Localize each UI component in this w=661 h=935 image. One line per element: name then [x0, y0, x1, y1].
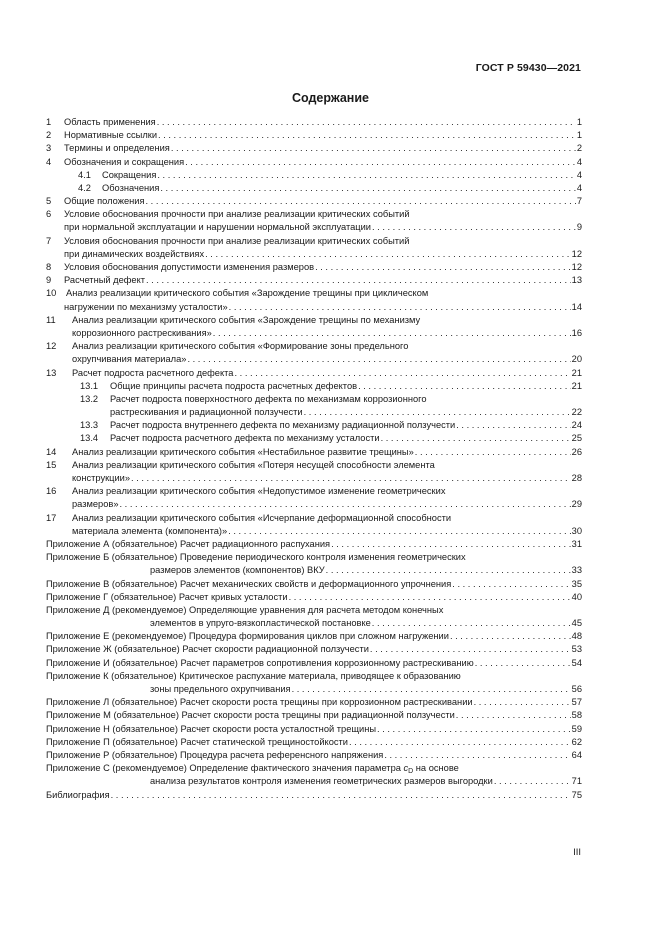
toc-entry-continuation[interactable] — [46, 301, 582, 314]
toc-entry[interactable] — [46, 433, 582, 446]
dot-leader — [185, 156, 576, 169]
toc-entry-number: 5 — [46, 196, 52, 207]
dot-leader — [157, 169, 575, 182]
dot-leader — [229, 301, 571, 314]
toc-entry-title: Обозначения — [102, 182, 160, 193]
toc-entry-page: 31 — [571, 538, 582, 549]
toc-entry-page: 26 — [571, 446, 582, 457]
toc-entry-number: 4 — [46, 156, 52, 167]
toc-entry-title: Анализ реализации критического события «Потеря несущей способности элемента — [72, 459, 435, 470]
toc-entry-title: Приложение С (рекомендуемое) Определение фактического значения параметра c — [46, 763, 409, 774]
toc-entry-title: Термины и определения — [64, 143, 170, 154]
toc-entry-title: Приложение Б (обязательное) Проведение периодического контроля изменения геометрических — [46, 552, 466, 563]
toc-entry[interactable] — [46, 156, 582, 169]
toc-entry[interactable] — [46, 736, 582, 749]
toc-entry-number: 13.4 — [80, 433, 99, 444]
toc-entry-continuation[interactable] — [46, 353, 582, 366]
toc-entry-title: Анализ реализации критического события «Исчерпание деформационной способности — [72, 512, 452, 523]
toc-entry-title: Расчет подроста расчетного дефекта — [72, 367, 234, 378]
toc-entry-number: 13.3 — [80, 420, 99, 431]
dot-leader — [331, 538, 571, 551]
toc-entry-page: 25 — [571, 433, 582, 444]
toc-entry-title: Расчет подроста расчетного дефекта по механизму усталости — [110, 433, 380, 444]
toc-entry-page: 57 — [571, 697, 582, 708]
toc-entry-title-cont: анализа результатов контроля изменения геометрических размеров выгородки — [150, 776, 493, 787]
toc-entry-page: 21 — [571, 367, 582, 378]
toc-entry-title: Область применения — [64, 116, 156, 127]
toc-entry[interactable] — [46, 129, 582, 142]
toc-entry-title: Сокращения — [102, 169, 157, 180]
dot-leader — [456, 420, 570, 433]
toc-entry-title: Приложение Р (обязательное) Процедура расчета референсного напряжения — [46, 749, 384, 760]
toc-entry[interactable] — [46, 749, 582, 762]
toc-entry[interactable] — [46, 182, 582, 195]
toc-entry-page: 12 — [571, 262, 582, 273]
toc-entry-title: Приложение Е (рекомендуемое) Процедура формирования циклов при сложном нагружении — [46, 631, 449, 642]
dot-leader — [111, 789, 571, 802]
toc-entry[interactable] — [46, 644, 582, 657]
toc-entry-title-cont: материала элемента (компонента)» — [72, 525, 228, 536]
toc-entry-title-cont: зоны предельного охрупчивания — [150, 684, 291, 695]
toc-entry-page: 64 — [571, 749, 582, 760]
dot-leader — [315, 261, 571, 274]
toc-entry-title-cont: коррозионного растрескивания» — [72, 327, 212, 338]
dot-leader — [120, 499, 571, 512]
toc-entry-title: Расчетный дефект — [64, 275, 146, 286]
toc-entry-page: 48 — [571, 631, 582, 642]
toc-entry-page: 12 — [571, 248, 582, 259]
toc-entry-page: 30 — [571, 525, 582, 536]
toc-entry-page: 2 — [576, 143, 582, 154]
toc-entry-page: 24 — [571, 420, 582, 431]
toc-entry[interactable] — [46, 578, 582, 591]
toc-entry-page: 4 — [576, 182, 582, 193]
page-number: III — [573, 847, 581, 858]
toc-entry-title: Анализ реализации критического события «Недопустимое изменение геометрических — [72, 486, 446, 497]
toc-entry-title: Библиография — [46, 789, 110, 800]
toc-entry[interactable] — [46, 709, 582, 722]
toc-entry-page: 58 — [571, 710, 582, 721]
toc-entry[interactable] — [46, 512, 582, 525]
toc-entry-title: Анализ реализации критического события «Формирование зоны предельного — [72, 341, 409, 352]
dot-leader — [370, 644, 571, 657]
toc-entry[interactable] — [46, 169, 582, 182]
toc-entry-title: Приложение Ж (обязательное) Расчет скорости радиационной ползучести — [46, 644, 369, 655]
toc-entry-title: Расчет подроста внутреннего дефекта по механизму радиационной ползучести — [110, 420, 456, 431]
toc-entry-title-cont: при динамических воздействиях — [64, 248, 205, 259]
toc-entry[interactable] — [46, 142, 582, 155]
toc-entry[interactable] — [46, 604, 582, 617]
toc-entry-title: Приложение А (обязательное) Расчет радиационного распухания — [46, 538, 331, 549]
toc-entry-page: 45 — [571, 618, 582, 629]
toc-entry-number: 13 — [46, 367, 57, 378]
toc-entry[interactable] — [46, 670, 582, 683]
toc-entry-page: 54 — [571, 657, 582, 668]
toc-entry[interactable] — [46, 340, 582, 353]
toc-entry-number: 7 — [46, 235, 52, 246]
toc-entry-continuation[interactable] — [46, 248, 582, 261]
dot-leader — [384, 749, 570, 762]
dot-leader — [234, 367, 570, 380]
toc-entry-title: Условия обоснования прочности при анализе реализации критических событий — [64, 235, 410, 246]
toc-entry-page: 7 — [576, 196, 582, 207]
toc-entry-title: Приложение Л (обязательное) Расчет скорости роста трещины при коррозионном растрескивании — [46, 697, 473, 708]
dot-leader — [377, 723, 571, 736]
toc-entry-number: 17 — [46, 512, 57, 523]
toc-entry[interactable] — [46, 630, 582, 643]
toc-entry-number: 4.1 — [78, 169, 91, 180]
toc-entry-continuation[interactable] — [46, 327, 582, 340]
dot-leader — [372, 617, 571, 630]
toc-entry-number: 9 — [46, 275, 52, 286]
dot-leader — [158, 129, 576, 142]
toc-entry-number: 14 — [46, 446, 57, 457]
dot-leader — [381, 433, 571, 446]
toc-entry-number: 6 — [46, 209, 52, 220]
toc-entry[interactable] — [46, 591, 582, 604]
dot-leader — [474, 696, 571, 709]
toc-entry[interactable] — [46, 235, 582, 248]
dot-leader — [415, 446, 571, 459]
toc-entry-title: Общие положения — [64, 196, 145, 207]
toc-entry-title: Приложение В (обязательное) Расчет механических свойств и деформационного упрочнения — [46, 578, 452, 589]
toc-entry[interactable] — [46, 485, 582, 498]
toc-entry-number: 3 — [46, 143, 52, 154]
toc-entry-number: 12 — [46, 341, 57, 352]
toc-entry-page: 22 — [571, 407, 582, 418]
dot-leader — [228, 525, 570, 538]
toc-entry-number: 11 — [46, 314, 56, 325]
toc-entry[interactable] — [46, 116, 582, 129]
toc-entry-title: Общие принципы расчета подроста расчетных дефектов — [110, 380, 358, 391]
toc-entry-title: Анализ реализации критического события «Нестабильное развитие трещины» — [72, 446, 414, 457]
toc-entry-title-cont: нагружении по механизму усталости» — [64, 301, 228, 312]
standard-designation: ГОСТ Р 59430—2021 — [475, 62, 581, 74]
dot-leader — [157, 116, 576, 129]
toc-entry-title-cont: размеров» — [72, 499, 119, 510]
toc-entry-title: Приложение М (обязательное) Расчет скорости роста трещины при радиационной ползучести — [46, 710, 455, 721]
toc-entry-page: 1 — [576, 130, 582, 141]
dot-leader — [494, 776, 571, 789]
toc-entry-title-tail: на основе — [413, 763, 459, 774]
toc-entry-page: 13 — [571, 275, 582, 286]
toc-entry-page: 35 — [571, 578, 582, 589]
dot-leader — [349, 736, 571, 749]
toc-entry[interactable] — [46, 538, 582, 551]
toc-entry-title-cont: элементов в упруго-вязкопластической постановке — [150, 618, 371, 629]
toc-entry-title: Расчет подроста поверхностного дефекта по механизмам коррозионного — [110, 393, 427, 404]
toc-entry-continuation[interactable] — [46, 472, 582, 485]
toc-entry-title: Анализ реализации критического события «Зарождение трещины по механизму — [72, 314, 421, 325]
toc-entry-title-cont: размеров элементов (компонентов) ВКУ — [150, 565, 325, 576]
toc-entry-title: Приложение К (обязательное) Критическое распухание материала, приводящее к образованию — [46, 670, 461, 681]
toc-entry-page: 14 — [571, 301, 582, 312]
toc-entry-page: 16 — [571, 327, 582, 338]
toc-entry[interactable] — [46, 274, 582, 287]
toc-entry-page: 21 — [571, 380, 582, 391]
toc-entry-number: 8 — [46, 262, 52, 273]
toc-entry-number: 13.1 — [80, 380, 99, 391]
toc-entry-continuation[interactable] — [46, 498, 582, 511]
toc-entry[interactable] — [46, 696, 582, 709]
toc-entry-page: 53 — [571, 644, 582, 655]
toc-entry-title: Анализ реализации критического события «Зарождение трещины при циклическом — [66, 288, 429, 299]
dot-leader — [372, 222, 576, 235]
dot-leader — [456, 710, 571, 723]
dot-leader — [292, 683, 571, 696]
toc-entry-number: 16 — [46, 486, 57, 497]
dot-leader — [205, 248, 571, 261]
toc-title: Содержание — [291, 91, 369, 105]
toc-entry[interactable] — [46, 419, 582, 432]
toc-entry-page: 33 — [571, 565, 582, 576]
toc-entry-page: 9 — [576, 222, 582, 233]
toc-entry[interactable] — [46, 551, 582, 564]
toc-entry-continuation[interactable] — [46, 775, 582, 788]
toc-entry-page: 29 — [571, 499, 582, 510]
dot-leader — [171, 143, 576, 156]
dot-leader — [213, 327, 571, 340]
dot-leader — [146, 195, 576, 208]
toc-entry[interactable] — [46, 789, 582, 802]
toc-entry-continuation[interactable] — [46, 564, 582, 577]
toc-entry-page: 75 — [571, 789, 582, 800]
toc-entry-title: Приложение Н (обязательное) Расчет скорости роста усталостной трещины — [46, 723, 377, 734]
toc-entry-page: 4 — [576, 169, 582, 180]
toc-entry[interactable] — [46, 380, 582, 393]
toc-entry[interactable] — [46, 314, 582, 327]
toc-entry-number: 1 — [46, 116, 52, 127]
toc-entry[interactable] — [46, 261, 582, 274]
toc-entry-title: Условия обоснования допустимости изменения размеров — [64, 262, 315, 273]
toc-entry-number: 13.2 — [80, 393, 99, 404]
toc-entry-page: 56 — [571, 684, 582, 695]
toc-entry-page: 59 — [571, 723, 582, 734]
dot-leader — [452, 578, 570, 591]
toc-entry-continuation[interactable] — [46, 406, 582, 419]
dot-leader — [475, 657, 571, 670]
toc-entry[interactable] — [46, 459, 582, 472]
toc-entry-title-cont: конструкции» — [72, 473, 131, 484]
toc-entry-title: Нормативные ссылки — [64, 130, 158, 141]
toc-entry[interactable] — [46, 762, 582, 775]
toc-entry[interactable] — [46, 393, 582, 406]
toc-entry-title-cont: при нормальной эксплуатации и нарушении нормальной эксплуатации — [64, 222, 372, 233]
toc-entry-title: Приложение Д (рекомендуемое) Определяющие уравнения для расчета методом конечных — [46, 604, 444, 615]
toc-entry-page: 1 — [576, 116, 582, 127]
dot-leader — [304, 406, 571, 419]
toc-entry-title: Обозначения и сокращения — [64, 156, 185, 167]
toc-entry-number: 4.2 — [78, 182, 91, 193]
toc-entry-page: 20 — [571, 354, 582, 365]
dot-leader — [160, 182, 575, 195]
toc-entry-page: 4 — [576, 156, 582, 167]
subscript-d: D — [408, 768, 414, 776]
toc-entry-continuation[interactable] — [46, 683, 582, 696]
dot-leader — [187, 354, 570, 367]
toc-entry-title-cont: охрупчивания материала» — [72, 354, 187, 365]
toc-entry[interactable] — [46, 723, 582, 736]
toc-entry-number: 15 — [46, 459, 57, 470]
toc-entry-page: 28 — [571, 473, 582, 484]
table-of-contents — [46, 116, 582, 802]
dot-leader — [146, 274, 571, 287]
dot-leader — [289, 591, 571, 604]
toc-entry-page: 40 — [571, 591, 582, 602]
toc-entry[interactable] — [46, 446, 582, 459]
toc-entry-title: Приложение И (обязательное) Расчет параметров сопротивления коррозионному растрескиванию — [46, 657, 474, 668]
toc-entry[interactable] — [46, 657, 582, 670]
toc-entry-continuation[interactable] — [46, 617, 582, 630]
dot-leader — [326, 565, 571, 578]
toc-entry-page: 62 — [571, 736, 582, 747]
toc-entry[interactable] — [46, 208, 582, 221]
toc-entry[interactable] — [46, 195, 582, 208]
dot-leader — [131, 472, 571, 485]
toc-entry-continuation[interactable] — [46, 525, 582, 538]
toc-entry-title-cont: растрескивания и радиационной ползучести — [110, 407, 303, 418]
toc-entry-title: Приложение П (обязательное) Расчет статической трещиностойкости — [46, 736, 348, 747]
toc-entry-number: 10 — [46, 288, 57, 299]
toc-entry[interactable] — [46, 287, 582, 300]
dot-leader — [450, 631, 571, 644]
toc-entry-title: Условие обоснования прочности при анализе реализации критических событий — [64, 209, 410, 220]
toc-entry[interactable] — [46, 367, 582, 380]
toc-entry-number: 2 — [46, 130, 52, 141]
dot-leader — [358, 380, 571, 393]
toc-entry-page: 71 — [571, 776, 582, 787]
toc-entry-continuation[interactable] — [46, 222, 582, 235]
toc-entry-title: Приложение Г (обязательное) Расчет кривых усталости — [46, 591, 288, 602]
